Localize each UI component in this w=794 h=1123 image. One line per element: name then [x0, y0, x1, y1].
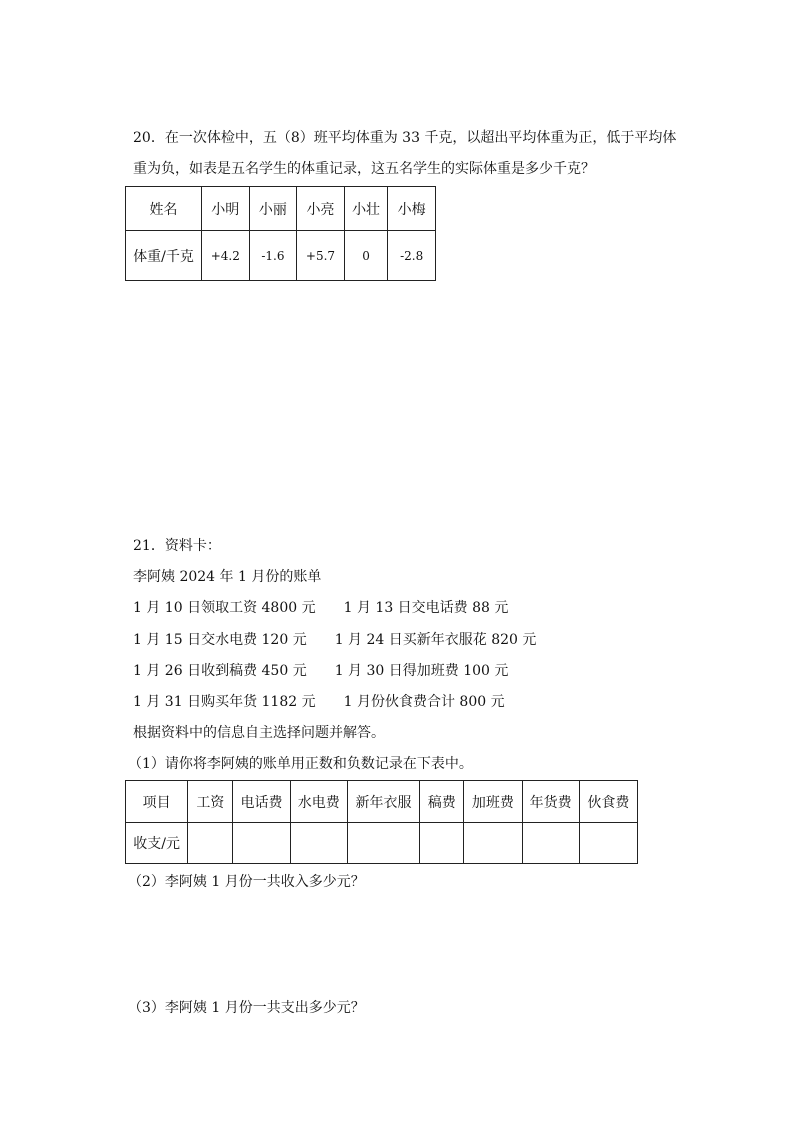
q21-header-clothes: 新年衣服: [347, 781, 419, 823]
q21-header-row: [126, 781, 638, 823]
q21-bill-line: [133, 598, 508, 618]
bill-entry: 1 月 31 日购买年货 1182 元: [133, 694, 316, 710]
q20-value-cell: -2.8: [388, 231, 436, 281]
q21-bill-line: [133, 661, 508, 681]
q20-value-cell: -1.6: [249, 231, 297, 281]
q21-header-royalty: 稿费: [420, 781, 464, 823]
q21-sub1: （1）请你将李阿姨的账单用正数和负数记录在下表中。: [128, 756, 473, 772]
q21-sub3: （3）李阿姨 1 月份一共支出多少元？: [128, 1000, 365, 1016]
bill-entry: 1 月 24 日买新年衣服花 820 元: [334, 632, 537, 648]
answer-cell[interactable]: [464, 823, 522, 864]
bill-entry: 1 月 30 日得加班费 100 元: [334, 663, 509, 679]
q21-value-row: [126, 823, 638, 864]
q21-header-item: 项目: [126, 781, 188, 823]
q21-row-label: 收支/元: [126, 823, 188, 864]
answer-cell[interactable]: [233, 823, 290, 864]
bill-entry: 1 月份伙食费合计 800 元: [343, 694, 505, 710]
q20-header-xiaoliang: 小亮: [297, 187, 345, 231]
q21-instruction: 根据资料中的信息自主选择问题并解答。: [133, 725, 385, 741]
q20-value-cell: +5.7: [297, 231, 345, 281]
q21-header-newyear-goods: 年货费: [522, 781, 579, 823]
q21-bill-title: 李阿姨 2024 年 1 月份的账单: [133, 569, 322, 585]
answer-cell[interactable]: [290, 823, 347, 864]
q20-value-cell: +4.2: [201, 231, 249, 281]
q20-row-label: 体重/千克: [126, 231, 202, 281]
q20-header-xiaomei: 小梅: [388, 187, 436, 231]
q20-header-xiaoli: 小丽: [249, 187, 297, 231]
q21-bill-table: [125, 780, 638, 864]
q21-title: 21．资料卡：: [133, 538, 221, 554]
q21-header-utilities: 水电费: [290, 781, 347, 823]
answer-cell[interactable]: [579, 823, 637, 864]
answer-cell[interactable]: [420, 823, 464, 864]
q21-header-salary: 工资: [188, 781, 233, 823]
bill-entry: 1 月 15 日交水电费 120 元: [133, 632, 307, 648]
q21-sub2: （2）李阿姨 1 月份一共收入多少元？: [128, 874, 365, 890]
q21-header-food: 伙食费: [579, 781, 637, 823]
answer-cell[interactable]: [522, 823, 579, 864]
q21-header-phone: 电话费: [233, 781, 290, 823]
q20-value-row: [126, 231, 436, 281]
answer-cell[interactable]: [347, 823, 419, 864]
bill-entry: 1 月 13 日交电话费 88 元: [343, 600, 509, 616]
q21-header-overtime: 加班费: [464, 781, 522, 823]
q20-text-line1: 20．在一次体检中，五（8）班平均体重为 33 千克，以超出平均体重为正，低于平均体: [133, 130, 677, 146]
q20-header-xiaozhuang: 小壮: [344, 187, 388, 231]
answer-cell[interactable]: [188, 823, 233, 864]
q20-text-line2: 重为负，如表是五名学生的体重记录，这五名学生的实际体重是多少千克？: [133, 161, 595, 177]
q20-header-row: [126, 187, 436, 231]
bill-entry: 1 月 10 日领取工资 4800 元: [133, 600, 316, 616]
bill-entry: 1 月 26 日收到稿费 450 元: [133, 663, 307, 679]
q20-header-name: 姓名: [126, 187, 202, 231]
q20-value-cell: 0: [344, 231, 388, 281]
q20-header-xiaoming: 小明: [201, 187, 249, 231]
q21-bill-line: [133, 692, 505, 712]
q20-weight-table: [125, 186, 436, 281]
q21-bill-line: [133, 630, 536, 650]
